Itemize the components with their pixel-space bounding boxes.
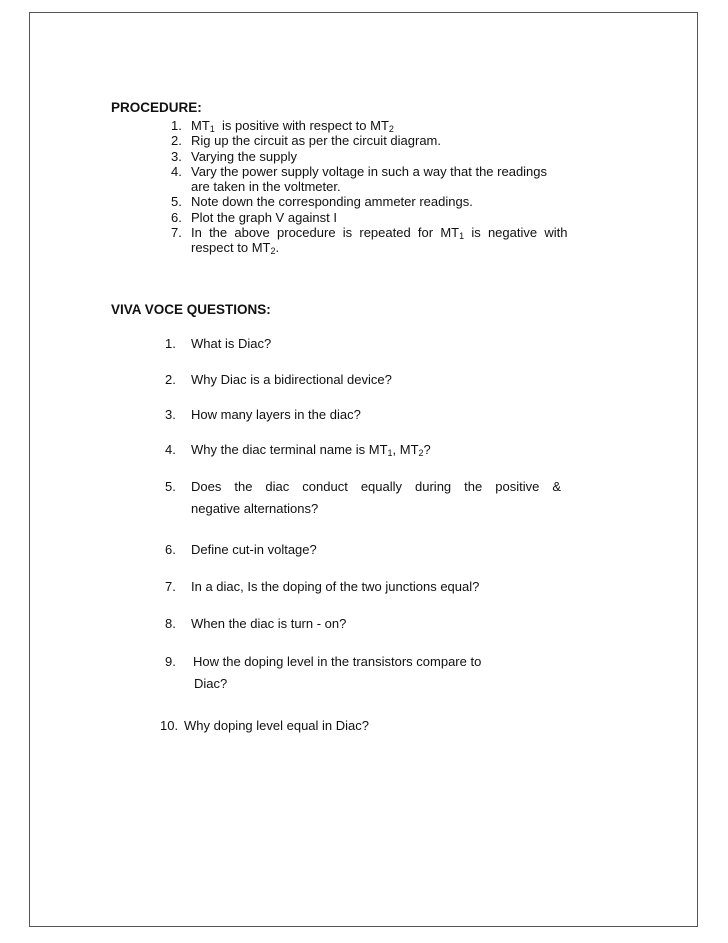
viva-question: 8. When the diac is turn - on?: [165, 616, 347, 631]
viva-question: 7. In a diac, Is the doping of the two junctions equal?: [165, 579, 480, 594]
procedure-list: [171, 118, 611, 256]
procedure-step: 4. Vary the power supply voltage in such a way that the readings are taken in the voltmeter.: [171, 163, 548, 195]
procedure-step: 1. $MT_1$ is positive with respect to $MT_2$: [171, 118, 394, 134]
procedure-step: 5. Note down the corresponding ammeter readings.: [171, 194, 473, 210]
procedure-step: 7. In the above procedure is repeated for $MT_1$ is negative with respect to $MT_2$.: [171, 225, 568, 257]
procedure-step: 6. Plot the graph V against I: [171, 209, 337, 225]
procedure-step: 2. Rig up the circuit as per the circuit diagram.: [171, 133, 441, 149]
viva-heading: VIVA VOCE QUESTIONS:: [111, 302, 271, 317]
viva-question: 9. How the doping level in the transistors compare to Diac?: [165, 654, 482, 691]
viva-question: 2. Why Diac is a bidirectional device?: [165, 372, 392, 387]
viva-question: 6. Define cut-in voltage?: [165, 542, 317, 557]
viva-question: 3. How many layers in the diac?: [165, 407, 361, 422]
viva-question: 5. Does the diac conduct equally during the positive & negative alternations?: [165, 479, 561, 516]
viva-question: 10. Why doping level equal in Diac?: [160, 718, 369, 733]
viva-question: 1. What is Diac?: [165, 336, 272, 351]
procedure-heading: PROCEDURE:: [111, 100, 202, 115]
viva-question: 4. Why the diac terminal name is $MT_1$, $MT_2$?: [165, 442, 431, 458]
procedure-step: 3. Varying the supply: [171, 148, 297, 164]
